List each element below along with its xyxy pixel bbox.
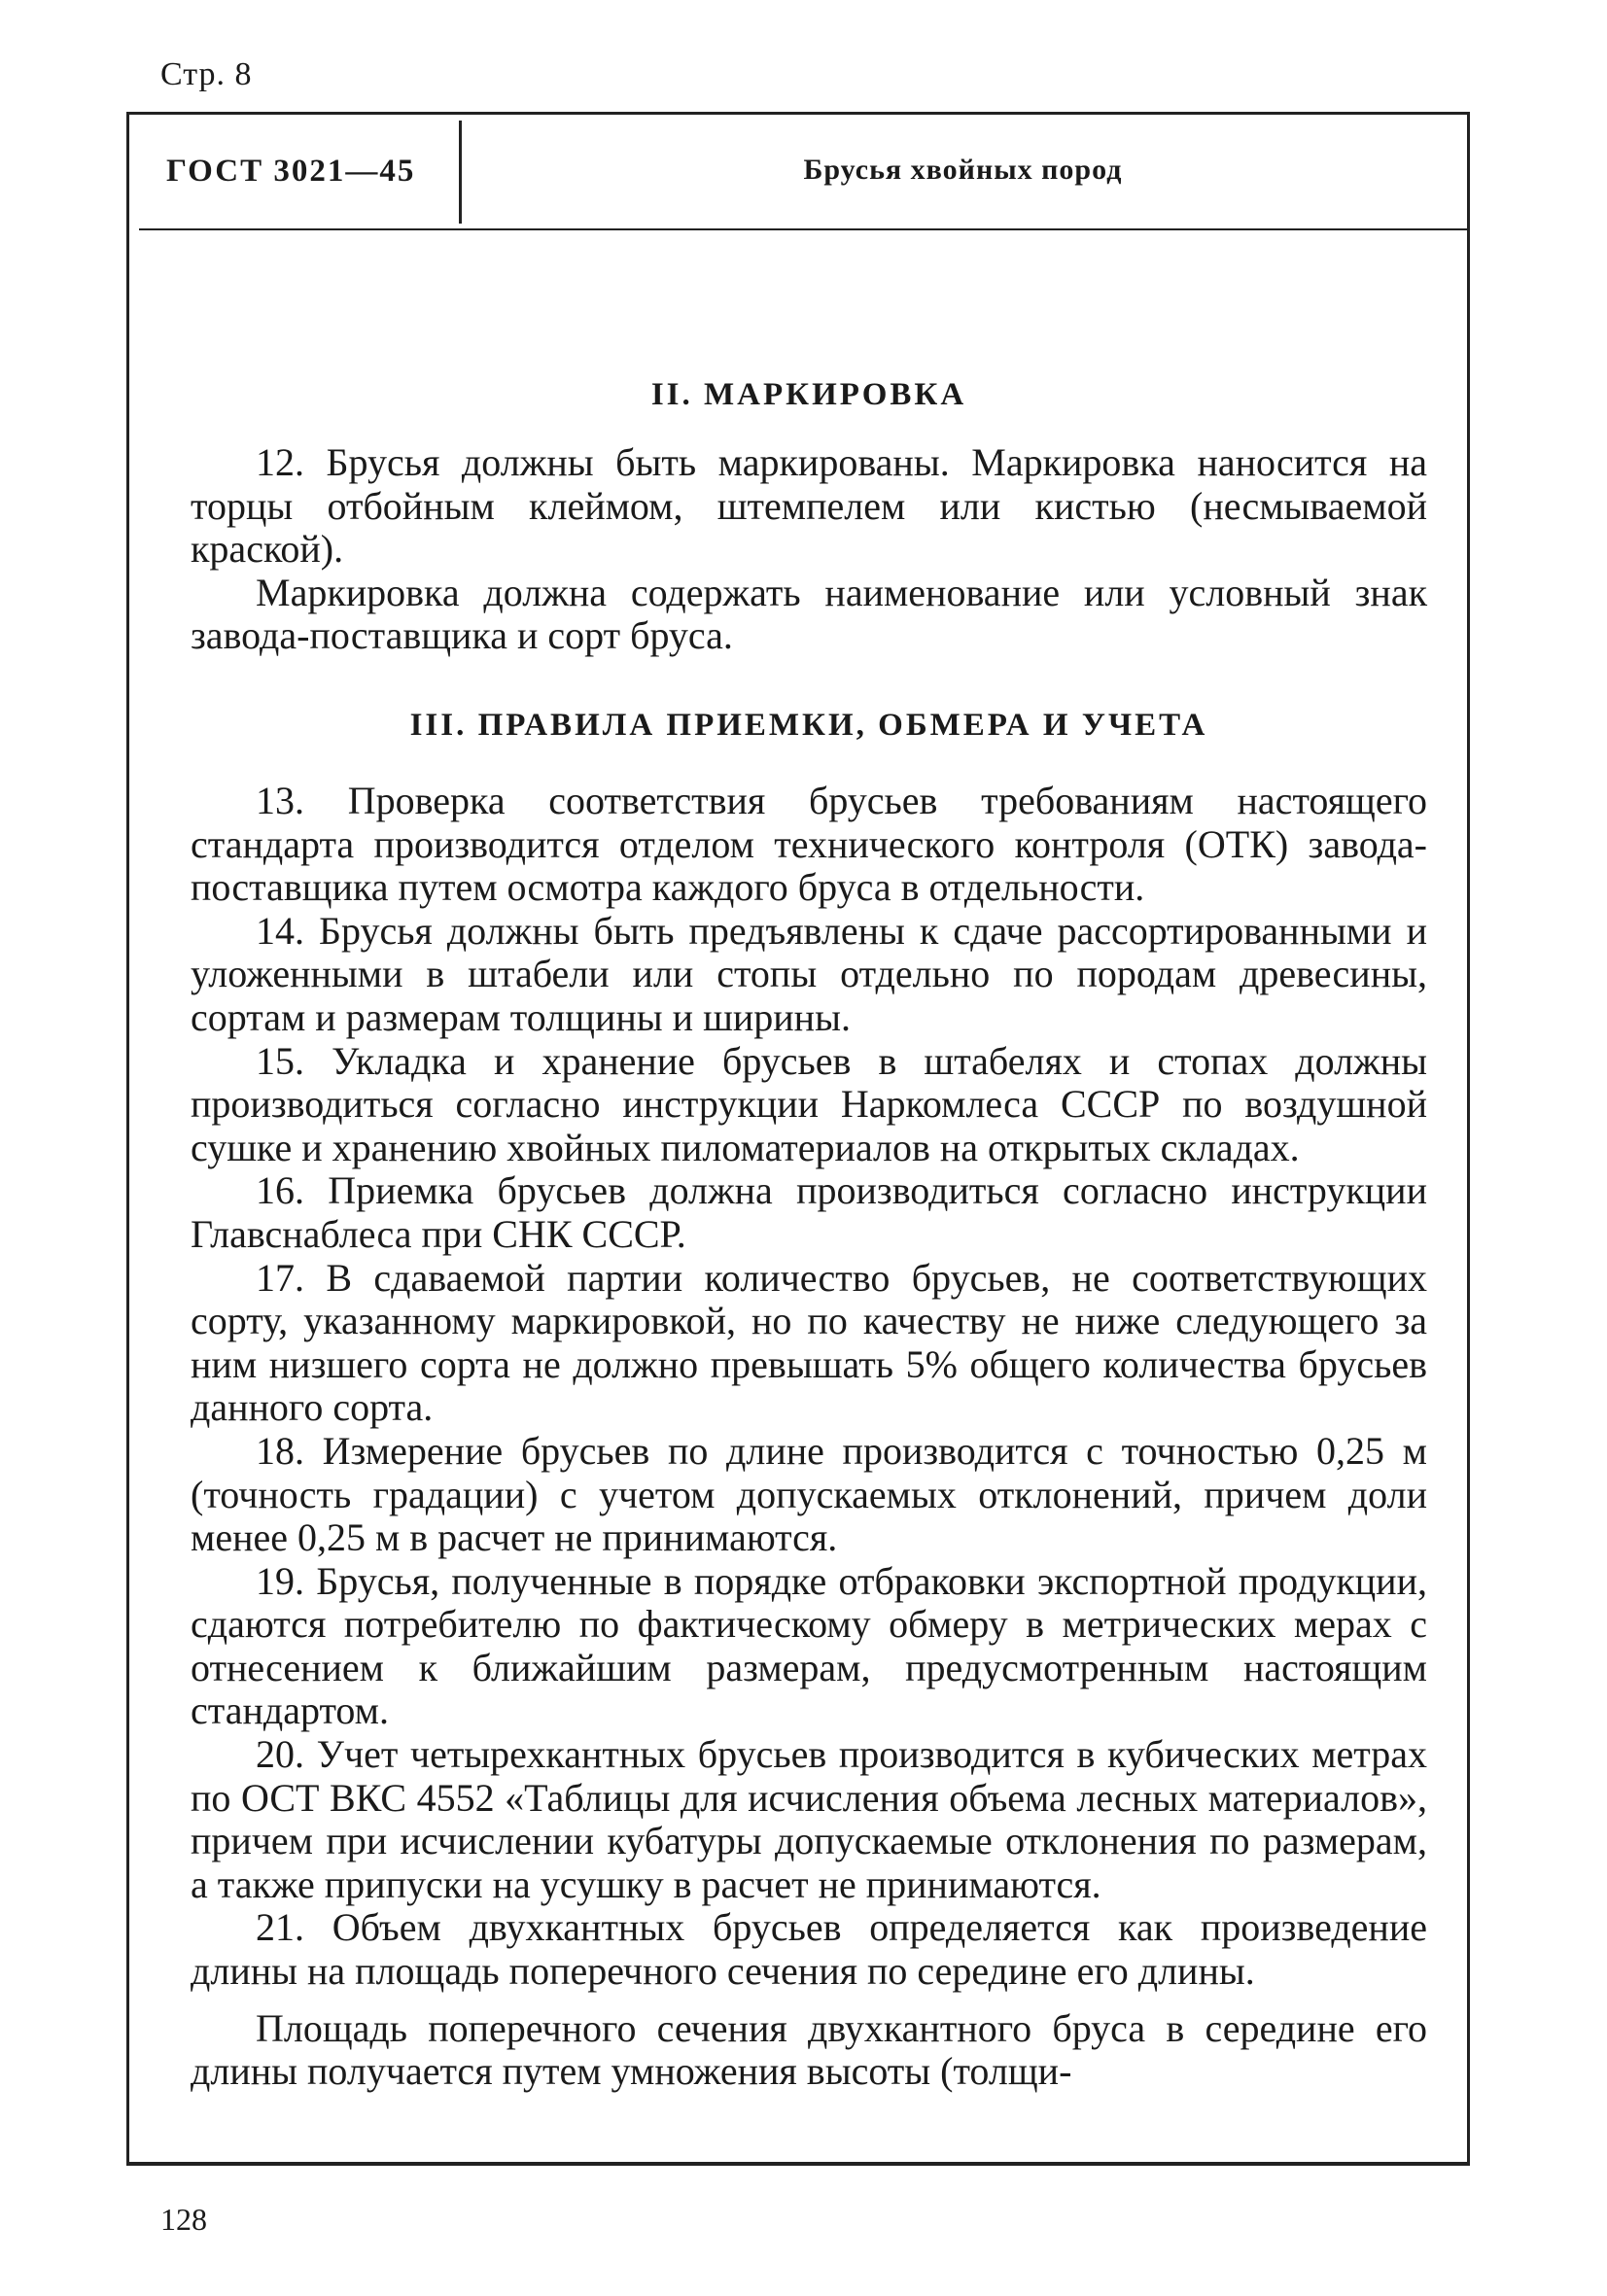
document-header	[129, 115, 1467, 231]
paragraph-20: 20. Учет четырехкантных брусьев производится в кубических метрах по ОСТ ВКС 4552 «Таблицы для исчисления объема лесных материалов», причем при исчислении кубатуры допускаемые отклонения по размерам, а также припуски на усушку в расчет не принимаются.	[191, 1732, 1427, 1906]
gost-number: ГОСТ 3021—45	[166, 154, 416, 189]
gost-title: Брусья хвойных пород	[803, 154, 1123, 186]
paragraph-17: 17. В сдаваемой партии количество брусьев, не соответствующих сорту, указанному маркировкой, но по качеству не ниже следующего за ним низшего сорта не должно превышать 5% общего количества брусьев данного сорта.	[191, 1255, 1427, 1430]
paragraph-marking-content: Маркировка должна содержать наименование или условный знак завода-поставщика и сорт бруса.	[191, 570, 1427, 658]
paragraph-cross-section: Площадь поперечного сечения двухкантного бруса в середине его длины получается путем умножения высоты (толщи-	[191, 2005, 1427, 2094]
paragraph-16: 16. Приемка брусьев должна производиться согласно инструкции Главснаблеса при СНК СССР.	[191, 1168, 1427, 1256]
paragraph-21: 21. Объем двухкантных брусьев определяется как произведение длины на площадь поперечного сечения по середине его длины.	[191, 1905, 1427, 1994]
paragraph-18: 18. Измерение брусьев по длине производится с точностью 0,25 м (точность градации) с учетом допускаемых отклонений, причем доли менее 0,25 м в расчет не принимаются.	[191, 1428, 1427, 1560]
paragraph-14: 14. Брусья должны быть предъявлены к сдаче рассортированными и уложенными в штабели или стопы отдельно по породам древесины, сортам и размерам толщины и ширины.	[191, 908, 1427, 1039]
paragraph-13: 13. Проверка соответствия брусьев требованиям настоящего стандарта производится отделом технического контроля (ОТК) завода-поставщика путем осмотра каждого бруса в отдельности.	[191, 779, 1427, 910]
header-separator	[139, 228, 1467, 230]
paragraph-12: 12. Брусья должны быть маркированы. Маркировка наносится на торцы отбойным клеймом, штемпелем или кистью (несмываемой краской).	[191, 440, 1427, 572]
paragraph-15: 15. Укладка и хранение брусьев в штабелях и стопах должны производиться согласно инструкции Наркомлеса СССР по воздушной сушке и хранению хвойных пиломатериалов на открытых складах.	[191, 1038, 1427, 1169]
page-label: Стр. 8	[160, 56, 253, 92]
section-heading-marking: II. МАРКИРОВКА	[650, 377, 967, 412]
marking-section	[191, 441, 1427, 658]
acceptance-section	[191, 780, 1427, 2094]
section-heading-acceptance: III. ПРАВИЛА ПРИЕМКИ, ОБМЕРА И УЧЕТА	[409, 708, 1208, 743]
paragraph-19: 19. Брусья, полученные в порядке отбраковки экспортной продукции, сдаются потребителю по фактическому обмеру в метрических мерах с отнесением к ближайшим размерам, предусмотренным настоящим стандартом.	[191, 1558, 1427, 1733]
page-number: 128	[160, 2202, 207, 2237]
page-frame	[126, 112, 1470, 2166]
